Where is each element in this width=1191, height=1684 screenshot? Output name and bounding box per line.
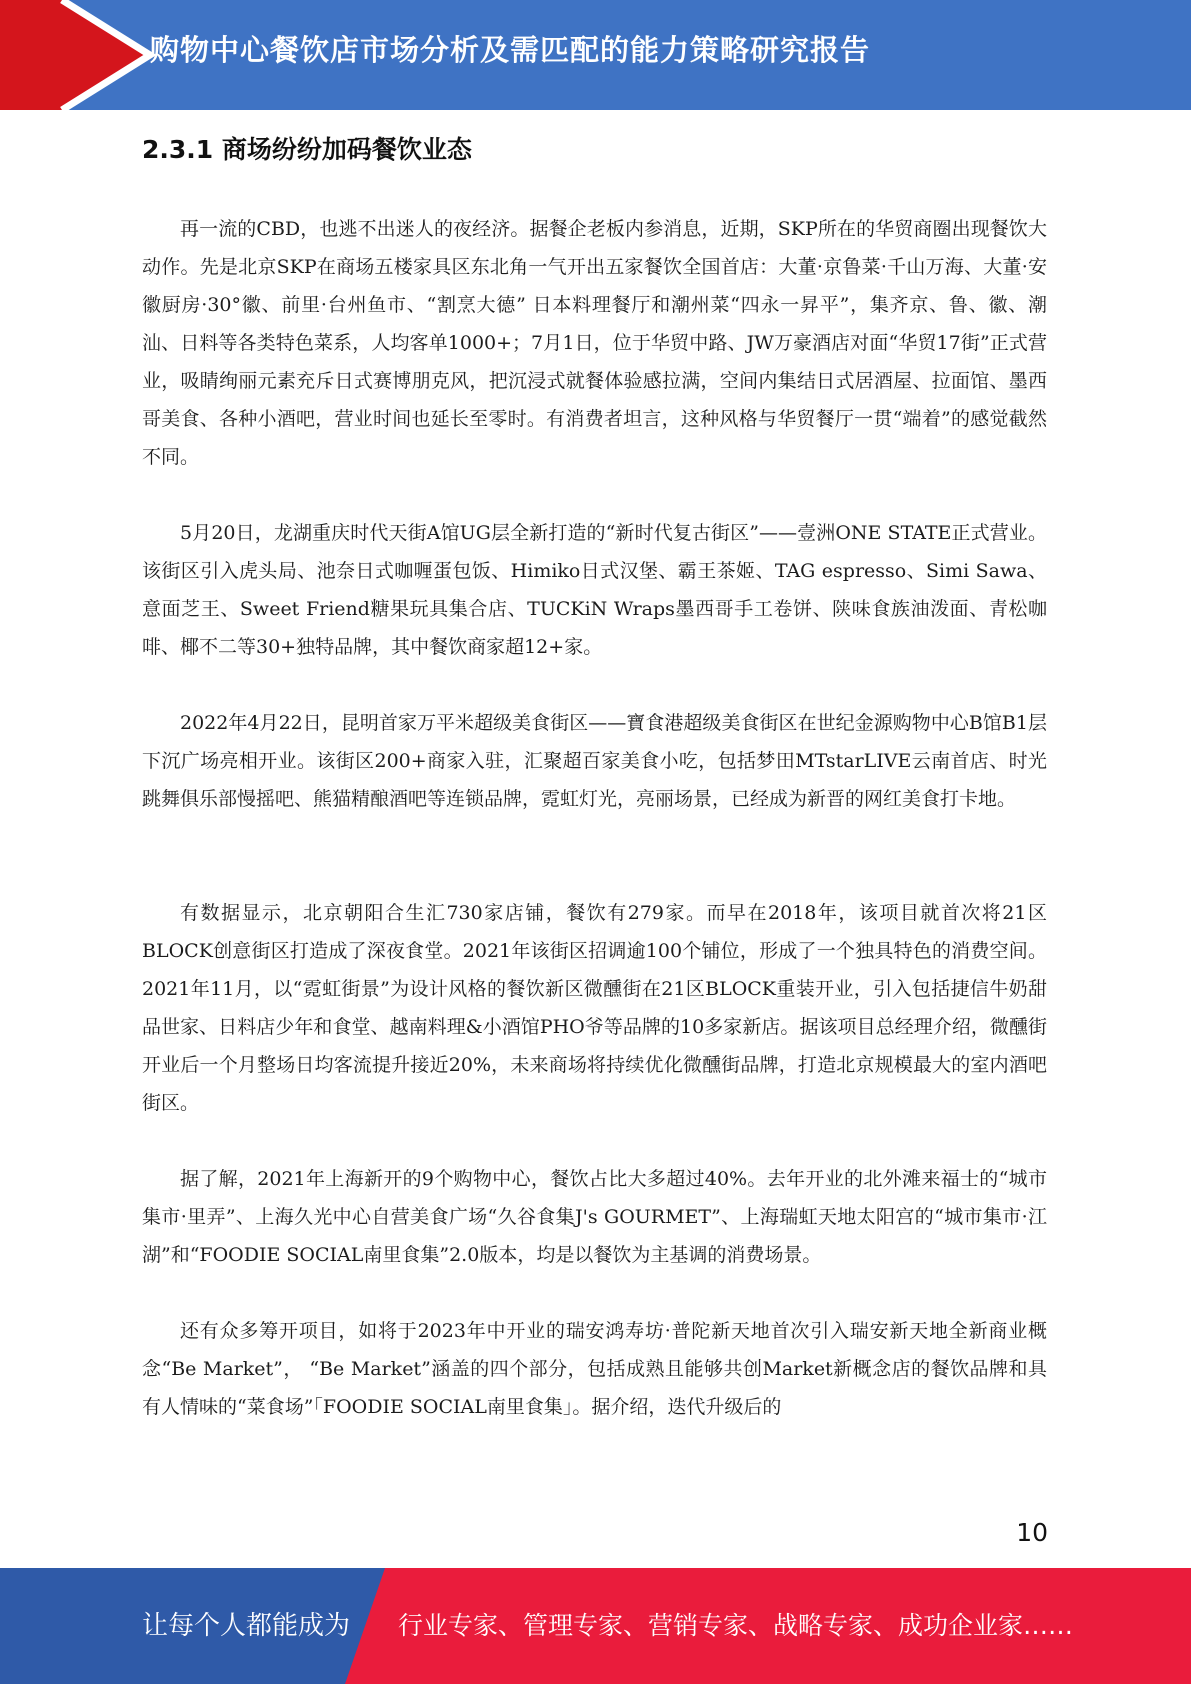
report-title: 购物中心餐饮店市场分析及需匹配的能力策略研究报告 bbox=[150, 33, 871, 67]
footer-slogan-left: 让每个人都能成为 bbox=[142, 1611, 351, 1641]
page-footer bbox=[0, 1568, 1191, 1684]
footer-slogan-right: 行业专家、管理专家、营销专家、战略专家、成功企业家…… bbox=[398, 1611, 1074, 1640]
body-text bbox=[142, 210, 1047, 1426]
paragraph-5: 据了解，2021年上海新开的9个购物中心，餐饮占比大多超过40%。去年开业的北外滩来福士的“城市集市·里弄”、上海久光中心自营美食广场“久谷食集J's GOURMET”、上海瑞虹天地太阳宫的“城市集市·江湖”和“FOODIE SOCIAL南里食集”2.0版本，均是以餐饮为主基调的消费场景。 bbox=[142, 1168, 1047, 1266]
paragraph-2: 5月20日，龙湖重庆时代天街A馆UG层全新打造的“新时代复古街区”——壹洲ONE STATE正式营业。该街区引入虎头局、池奈日式咖喱蛋包饭、Himiko日式汉堡、霸王茶姬、TAG espresso、Simi Sawa、意面芝王、Sweet Friend糖果玩具集合店、TUCKiN Wraps墨西哥手工卷饼、陕味食族油泼面、青松咖啡、椰不二等30+独特品牌，其中餐饮商家超12+家。 bbox=[142, 522, 1047, 658]
paragraph-6: 还有众多筹开项目，如将于2023年中开业的瑞安鸿寿坊·普陀新天地首次引入瑞安新天地全新商业概念“Be Market”， “Be Market”涵盖的四个部分，包括成熟且能够共创Market新概念店的餐饮品牌和具有人情味的“菜食场”「FOODIE SOCIAL南里食集」。据介绍，迭代升级后的 bbox=[142, 1320, 1047, 1418]
paragraph-3: 2022年4月22日，昆明首家万平米超级美食街区——寶食港超级美食街区在世纪金源购物中心B馆B1层下沉广场亮相开业。该街区200+商家入驻，汇聚超百家美食小吃，包括梦田MTstarLIVE云南首店、时光跳舞俱乐部慢摇吧、熊猫精酿酒吧等连锁品牌，霓虹灯光，亮丽场景，已经成为新晋的网红美食打卡地。 bbox=[142, 712, 1047, 810]
section-heading: 2.3.1 商场纷纷加码餐饮业态 bbox=[142, 135, 472, 164]
paragraph-1: 再一流的CBD，也逃不出迷人的夜经济。据餐企老板内参消息，近期，SKP所在的华贸商圈出现餐饮大动作。先是北京SKP在商场五楼家具区东北角一气开出五家餐饮全国首店：大董·京鲁菜·千山万海、大董·安徽厨房·30°徽、前里·台州鱼市、“割烹大德” 日本料理餐厅和潮州菜“四永一昇平”，集齐京、鲁、徽、潮汕、日料等各类特色菜系，人均客单1000+；7月1日，位于华贸中路、JW万豪酒店对面“华贸17街”正式营业，吸睛绚丽元素充斥日式赛博朋克风，把沉浸式就餐体验感拉满，空间内集结日式居酒屋、拉面馆、墨西哥美食、各种小酒吧，营业时间也延长至零时。有消费者坦言，这种风格与华贸餐厅一贯“端着”的感觉截然不同。 bbox=[142, 218, 1047, 468]
page-number: 10 bbox=[1016, 1518, 1048, 1547]
red-chevron-decoration bbox=[0, 0, 160, 110]
paragraph-4: 有数据显示，北京朝阳合生汇730家店铺，餐饮有279家。而早在2018年，该项目就首次将21区BLOCK创意街区打造成了深夜食堂。2021年该街区招调逾100个铺位，形成了一个独具特色的消费空间。2021年11月，以“霓虹街景”为设计风格的餐饮新区微醺街在21区BLOCK重装开业，引入包括捷信牛奶甜品世家、日料店少年和食堂、越南料理&小酒馆PHO爷等品牌的10多家新店。据该项目总经理介绍，微醺街开业后一个月整场日均客流提升接近20%，未来商场将持续优化微醺街品牌，打造北京规模最大的室内酒吧街区。 bbox=[142, 902, 1047, 1114]
page-header bbox=[0, 0, 1191, 110]
